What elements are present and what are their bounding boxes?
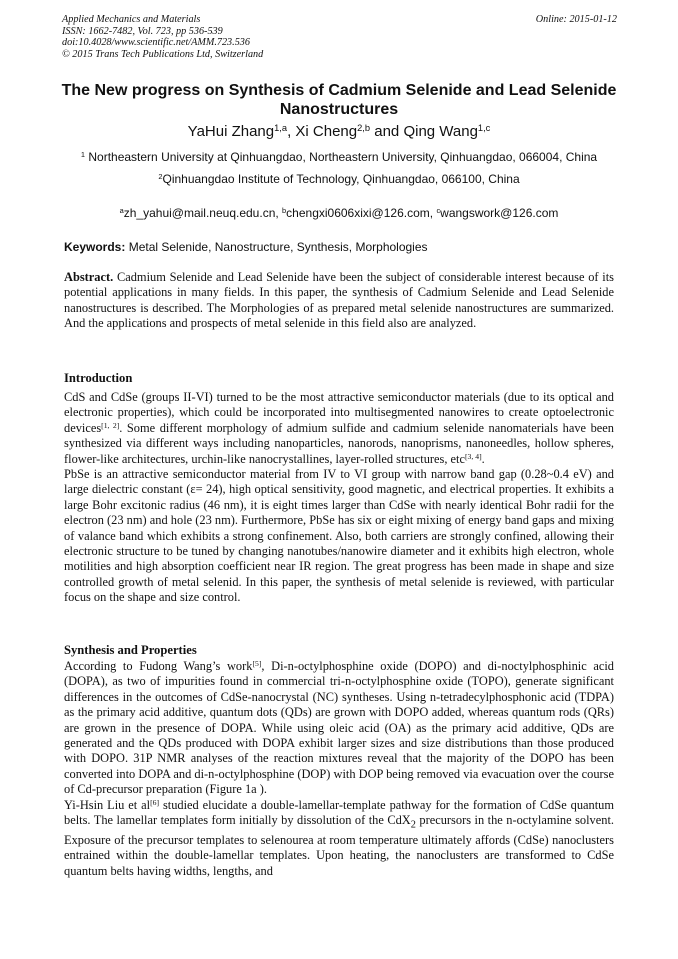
paragraph-text: , Di-n-octylphosphine oxide (DOPO) and di-noctylphosphinic acid (DOPA), as two of impurities found in commercial tri-n-octylphosphine oxide (TOPO), generate significant differences in the outcomes of CdSe-nanocrystal (NC) syntheses. Using n-tetradecylphosphonic acid (TDPA) as the primary acid additive, quantum dots (QDs) are grown with DOPO added, whereas quantum rods (QRs) are grown in the presence of DOPA. While using oleic acid (OA) as the primary acid additive, QDs are generated and the QDs produced with DOPA exhibit larger sizes and size distributions than those produced with DOPO. 31P NMR analyses of the reaction mixtures reveal that the majority of the DOPO has been converted into DOPA and di-n-octylphosphine (DOP) with DOP being removed via evacuation over the course of Cd-precursor preparation (Figure 1a ). [64, 659, 614, 797]
affiliation-1 [60, 150, 618, 164]
introduction-paragraph: PbSe is an attractive semiconductor material from IV to VI group with narrow band gap (0.28~0.4 eV) and large dielectric constant (ε= 24), high optical sensitivity, good magnetic, and electrical properties. It exhibits a large Bohr excitonic radius (46 nm), it is eight times larger than CdSe with nearly identical Bohr radii for the electron (23 nm) and hole (23 nm). Furthermore, PbSe has six or eight mixing of energy band gaps and mixing of valance band which exhibits a strong confinement. Also, both carriers are strongly confined, allowing their electronic structure to be tuned by changing nanotubes/nanowire diameter and it exhibits high electron, whole motilities and high absorption coefficient near IR region. The great progress has been made in shape and size controlled growth of metal selenid. In this paper, the synthesis of metal selenide is reviewed, with particular focus on the shape and size control. [64, 467, 614, 605]
paragraph-text: Yi-Hsin Liu et al [64, 797, 151, 812]
author-name: YaHui Zhang [187, 123, 275, 140]
author-separator: , [287, 123, 296, 140]
paragraph-text: studied elucidate a double-lamellar-template pathway for the formation of CdSe quantum belts. The lamellar templates form initially by dissolution of the CdX [64, 797, 615, 828]
paragraph-text: According to Fudong Wang’s work [64, 659, 253, 673]
email-marker: b [282, 205, 287, 215]
affiliation-marker: 2 [158, 171, 163, 181]
author-affiliation-marker: 1,a [274, 122, 288, 133]
keywords-line [64, 240, 616, 254]
synthesis-paragraph [64, 798, 614, 880]
citation: [1, 2] [101, 420, 120, 430]
affiliation-text: Qinhuangdao Institute of Technology, Qinhuangdao, 066100, China [162, 172, 520, 186]
affiliation-text: Northeastern University at Qinhuangdao, Northeastern University, Qinhuangdao, 066004, China [88, 150, 598, 164]
journal-name: Applied Mechanics and Materials [62, 14, 201, 25]
email-address: zh_yahui@mail.neuq.edu.cn, [123, 206, 283, 220]
journal-doi: doi:10.4028/www.scientific.net/AMM.723.536 [62, 37, 250, 49]
email-address: wangswork@126.com [440, 206, 559, 220]
citation: [6] [150, 797, 160, 807]
section-heading-introduction: Introduction [64, 371, 133, 385]
paragraph-text: . [481, 451, 485, 466]
email-address: chengxi0606xixi@126.com, [286, 206, 437, 220]
keywords-label: Keywords: [64, 240, 126, 254]
paragraph-text: precursors in the n-octylamine solvent. Exposure of the precursor templates to selenourea at room temperature ultimately affords (CdSe) nanoclusters entrained within the double-lamellar templates. Upon heating, the nanoclusters are transformed to CdSe quantum belts having widths, lengths, and [64, 813, 614, 878]
introduction-paragraph [64, 390, 614, 467]
journal-copyright: © 2015 Trans Tech Publications Ltd, Switzerland [62, 48, 264, 60]
author-name: Xi Cheng [295, 123, 358, 140]
email-marker: a [119, 205, 124, 215]
email-list [60, 206, 618, 220]
abstract-paragraph [64, 270, 614, 332]
email-marker: c [436, 205, 441, 215]
paper-title: The New progress on Synthesis of Cadmium Selenide and Lead Selenide Nanostructures [61, 82, 617, 118]
abstract-label: Abstract. [64, 270, 114, 284]
synthesis-body [64, 659, 614, 879]
paragraph-text: CdS and CdSe (groups II-VI) turned to be the most attractive semiconductor materials (due to its optical and electronic properties), which could be incorporated into multisegmented nanowires to create optoelectronic devices [64, 390, 614, 435]
affiliation-marker: 1 [80, 149, 86, 159]
synthesis-paragraph [64, 659, 614, 798]
affiliation-2 [60, 172, 618, 186]
author-name: Qing Wang [403, 123, 478, 140]
paragraph-text: . Some different morphology of admium sulfide and cadmium selenide nanomaterials have been synthesized via different ways including nanoparticles, nanorods, nanoprisms, nanoneedles, hollow spheres, flower-like architectures, urchin-like nanocrystallines, layer-rolled structures, etc [64, 420, 614, 466]
keywords-text: Metal Selenide, Nanostructure, Synthesis, Morphologies [125, 240, 428, 254]
abstract [64, 270, 614, 332]
author-affiliation-marker: 1,c [477, 122, 491, 133]
abstract-text: Cadmium Selenide and Lead Selenide have been the subject of considerable interest because of its potential applications in many fields. In this paper, the synthesis of Cadmium Selenide and Lead Selenide nanostructures is described. The Morphologies of as prepared metal selenide nanostructures are summarized. And the applications and prospects of metal selenide in this field also are analyzed. [64, 270, 614, 331]
online-date: Online: 2015-01-12 [535, 14, 617, 25]
author-list [60, 123, 618, 141]
section-heading-synthesis: Synthesis and Properties [64, 643, 197, 657]
journal-issn: ISSN: 1662-7482, Vol. 723, pp 536-539 [62, 25, 223, 37]
citation: [3, 4] [465, 451, 482, 461]
journal-header [62, 14, 617, 60]
author-affiliation-marker: 2,b [357, 122, 371, 133]
author-separator: and [370, 123, 404, 140]
subscript: 2 [410, 819, 416, 831]
citation: [5] [252, 658, 262, 668]
introduction-body [64, 390, 614, 606]
